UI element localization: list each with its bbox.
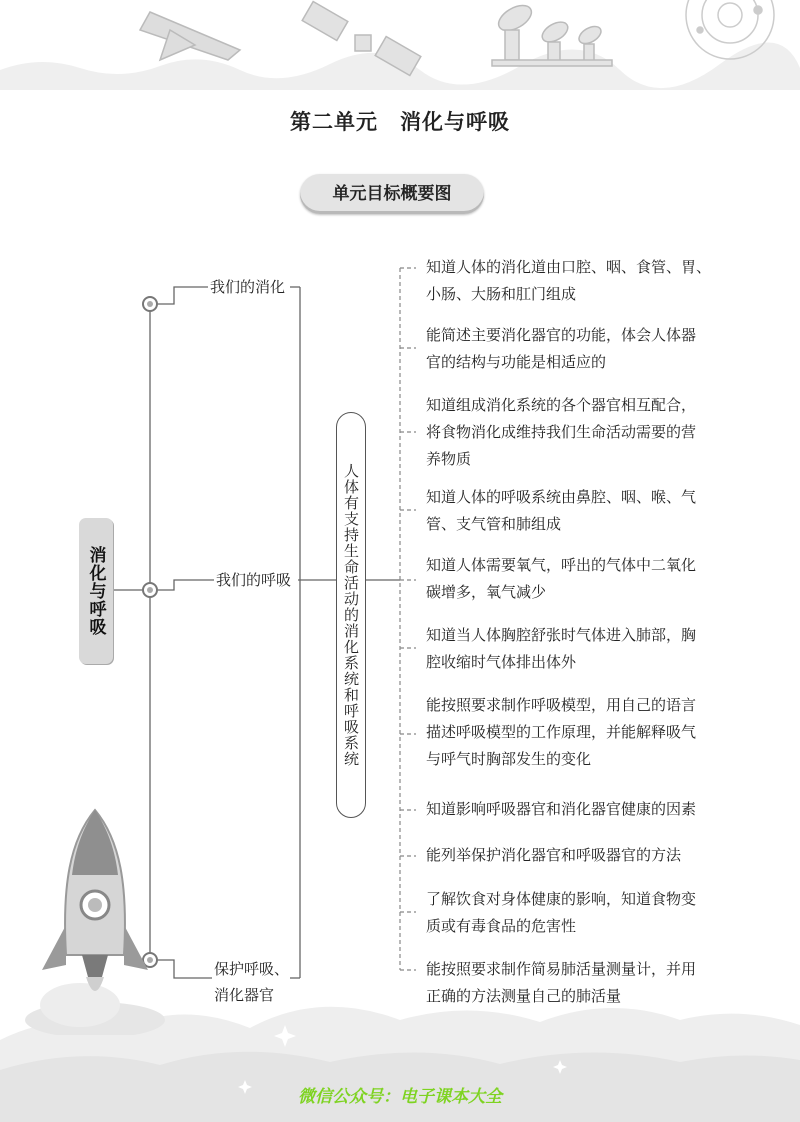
goal-item bbox=[426, 484, 726, 538]
root-node: 消化与呼吸 bbox=[79, 518, 113, 664]
trunk-node-top bbox=[143, 297, 157, 311]
goal-line: 与呼气时胸部发生的变化 bbox=[426, 750, 592, 768]
footer-watermark: 微信公众号：电子课本大全 bbox=[298, 1087, 502, 1107]
goal-line: 官的结构与功能是相适应的 bbox=[426, 353, 607, 371]
goal-item bbox=[426, 622, 726, 676]
goal-line: 碳增多，氧气减少 bbox=[426, 583, 547, 601]
goal-line: 腔收缩时气体排出体外 bbox=[426, 653, 577, 671]
goal-line: 知道影响呼吸器官和消化器官健康的因素 bbox=[426, 800, 697, 818]
branch-digestion: 我们的消化 bbox=[210, 278, 286, 296]
goal-line: 小肠、大肠和肛门组成 bbox=[426, 285, 577, 303]
goal-line: 质或有毒食品的危害性 bbox=[426, 917, 577, 935]
goal-line: 知道人体的消化道由口腔、咽、食管、胃、 bbox=[426, 258, 712, 276]
goal-item bbox=[426, 886, 726, 940]
goal-line: 能简述主要消化器官的功能，体会人体器 bbox=[426, 326, 697, 344]
center-node: 人体有支持生命活动的消化系统和呼吸系统 bbox=[336, 412, 366, 818]
rocket-icon bbox=[20, 805, 170, 1035]
goal-line: 知道组成消化系统的各个器官相互配合， bbox=[426, 396, 697, 414]
goal-line: 养物质 bbox=[426, 450, 472, 468]
goal-line: 将食物消化成维持我们生命活动需要的营 bbox=[426, 423, 697, 441]
branch-respiration: 我们的呼吸 bbox=[216, 571, 292, 589]
goal-item bbox=[426, 552, 726, 606]
goal-line: 知道人体的呼吸系统由鼻腔、咽、喉、气 bbox=[426, 488, 697, 506]
goal-line: 描述呼吸模型的工作原理，并能解释吸气 bbox=[426, 723, 697, 741]
trunk-node-mid bbox=[143, 583, 157, 597]
goal-line: 能列举保护消化器官和呼吸器官的方法 bbox=[426, 846, 682, 864]
goal-line: 了解饮食对身体健康的影响，知道食物变 bbox=[426, 890, 697, 908]
goal-item bbox=[426, 796, 726, 823]
goal-line: 知道人体需要氧气，呼出的气体中二氧化 bbox=[426, 556, 697, 574]
goal-line: 知道当人体胸腔舒张时气体进入肺部，胸 bbox=[426, 626, 697, 644]
goal-line: 管、支气管和肺组成 bbox=[426, 515, 562, 533]
goal-line: 正确的方法测量自己的肺活量 bbox=[426, 987, 622, 1005]
goal-item bbox=[426, 392, 726, 473]
goal-line: 能按照要求制作呼吸模型，用自己的语言 bbox=[426, 696, 697, 714]
goal-line: 能按照要求制作简易肺活量测量计，并用 bbox=[426, 960, 697, 978]
goal-item bbox=[426, 692, 726, 773]
goal-item bbox=[426, 254, 726, 308]
branch-protection-line-1: 保护呼吸、 bbox=[214, 960, 290, 978]
goal-item bbox=[426, 322, 726, 376]
section-label: 单元目标概要图 bbox=[300, 174, 484, 214]
goal-item bbox=[426, 842, 726, 869]
page-title: 第二单元 消化与呼吸 bbox=[290, 110, 510, 134]
branch-protection-line-2: 消化器官 bbox=[214, 986, 275, 1004]
